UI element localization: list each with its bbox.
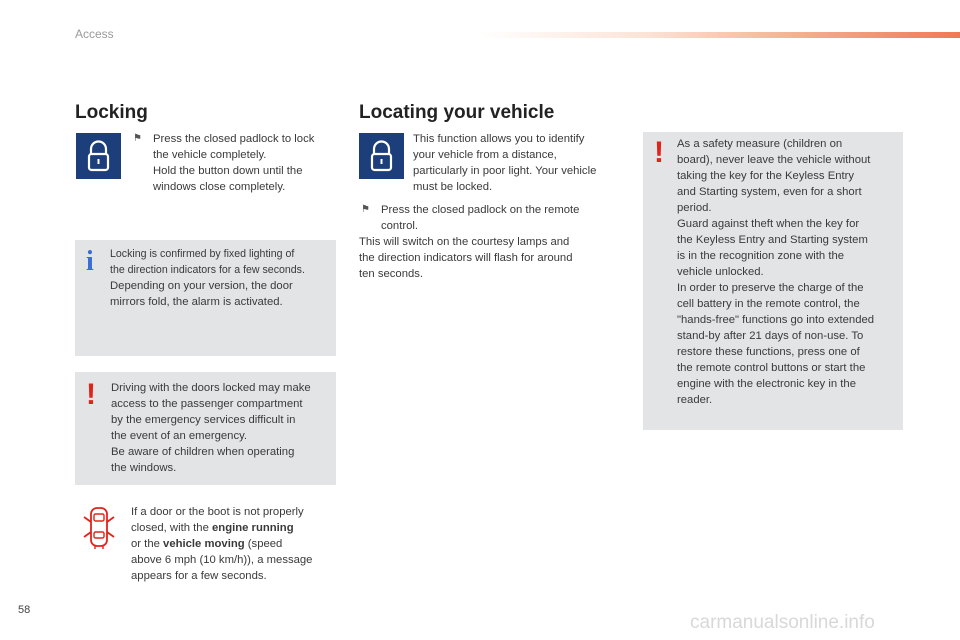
warning-text	[111, 380, 335, 476]
safety-warning-line: As a safety measure (children on	[677, 138, 843, 150]
door-warning-bold: vehicle moving	[163, 538, 245, 550]
locating-title: Locating your vehicle	[359, 102, 555, 123]
warning-line: Driving with the doors locked may make	[111, 382, 311, 394]
door-warning-fragment: closed, with the	[131, 522, 213, 534]
header-title: Access	[75, 27, 114, 41]
door-warning-fragment: (speed	[244, 538, 283, 550]
locking-instruction-line: windows close completely.	[153, 181, 286, 193]
info-line: the direction indicators for a few seconds.	[110, 264, 305, 276]
safety-warning-line: restore these functions, press one of	[677, 346, 860, 358]
info-icon: i	[86, 246, 94, 277]
warning-line: by the emergency services difficult in	[111, 414, 296, 426]
door-warning-bold: engine running	[212, 522, 294, 534]
info-text	[110, 246, 335, 310]
locking-instruction-line: the vehicle completely.	[153, 149, 267, 161]
door-warning-line	[131, 520, 336, 536]
locating-result-line: the direction indicators will flash for around	[359, 252, 573, 264]
car-doors-open-icon	[82, 505, 116, 549]
door-warning-line: appears for a few seconds.	[131, 570, 267, 582]
locating-intro-line: must be locked.	[413, 181, 493, 193]
warning-line: Be aware of children when operating	[111, 446, 295, 458]
safety-warning-line: vehicle unlocked.	[677, 266, 764, 278]
locking-instruction	[153, 131, 343, 195]
locating-intro-line: particularly in poor light. Your vehicle	[413, 165, 597, 177]
remote-lock-button-image	[359, 133, 404, 179]
locating-result	[359, 234, 619, 282]
header-gradient-bar	[480, 32, 960, 38]
locating-instruction-line: Press the closed padlock on the remote	[381, 204, 580, 216]
safety-warning-line: "hands-free" functions go into extended	[677, 314, 875, 326]
door-warning-line	[131, 536, 336, 552]
safety-warning-line: board), never leave the vehicle without	[677, 154, 871, 166]
locking-instruction-line: Press the closed padlock to lock	[153, 133, 315, 145]
page-number: 58	[18, 604, 31, 616]
safety-warning-line: engine with the electronic key in the	[677, 378, 856, 390]
door-warning-line: If a door or the boot is not properly	[131, 506, 304, 518]
locating-result-line: This will switch on the courtesy lamps and	[359, 236, 570, 248]
warning-line: the windows.	[111, 462, 177, 474]
bullet-flag-icon: ⚑	[361, 204, 370, 215]
watermark: carmanualsonline.info	[690, 612, 875, 633]
bullet-flag-icon: ⚑	[133, 133, 142, 144]
locating-result-line: ten seconds.	[359, 268, 424, 280]
warning-icon: !	[86, 378, 96, 411]
info-line: Depending on your version, the door	[110, 280, 293, 292]
locating-intro	[413, 131, 628, 195]
safety-warning-line: and Starting system, even for a short	[677, 186, 862, 198]
warning-icon: !	[654, 136, 664, 169]
door-open-warning-image	[82, 505, 116, 554]
warning-line: the event of an emergency.	[111, 430, 248, 442]
warning-line: access to the passenger compartment	[111, 398, 303, 410]
safety-warning-line: reader.	[677, 394, 713, 406]
locking-title: Locking	[75, 102, 148, 123]
lock-button-image	[76, 133, 121, 179]
safety-warning-line: the Keyless Entry and Starting system	[677, 234, 868, 246]
locking-instruction-line: Hold the button down until the	[153, 165, 303, 177]
door-warning-line: above 6 mph (10 km/h)), a message	[131, 554, 313, 566]
info-line: mirrors fold, the alarm is activated.	[110, 296, 283, 308]
info-line: Locking is confirmed by fixed lighting of	[110, 248, 295, 260]
safety-warning-line: Guard against theft when the key for	[677, 218, 860, 230]
safety-warning-line: period.	[677, 202, 712, 214]
door-warning-fragment: or the	[131, 538, 164, 550]
safety-warning-line: is in the recognition zone with the	[677, 250, 845, 262]
locating-intro-line: your vehicle from a distance,	[413, 149, 557, 161]
safety-warning-line: cell battery in the remote control, the	[677, 298, 860, 310]
locating-instruction	[381, 202, 621, 234]
safety-warning-line: taking the key for the Keyless Entry	[677, 170, 855, 182]
padlock-icon	[359, 133, 404, 179]
safety-warning-text	[677, 136, 901, 408]
door-warning-text	[131, 504, 336, 584]
safety-warning-line: In order to preserve the charge of the	[677, 282, 864, 294]
safety-warning-line: stand-by after 21 days of non-use. To	[677, 330, 864, 342]
padlock-icon	[76, 133, 121, 179]
safety-warning-line: the remote control buttons or start the	[677, 362, 866, 374]
locating-instruction-line: control.	[381, 220, 419, 232]
locating-intro-line: This function allows you to identify	[413, 133, 585, 145]
